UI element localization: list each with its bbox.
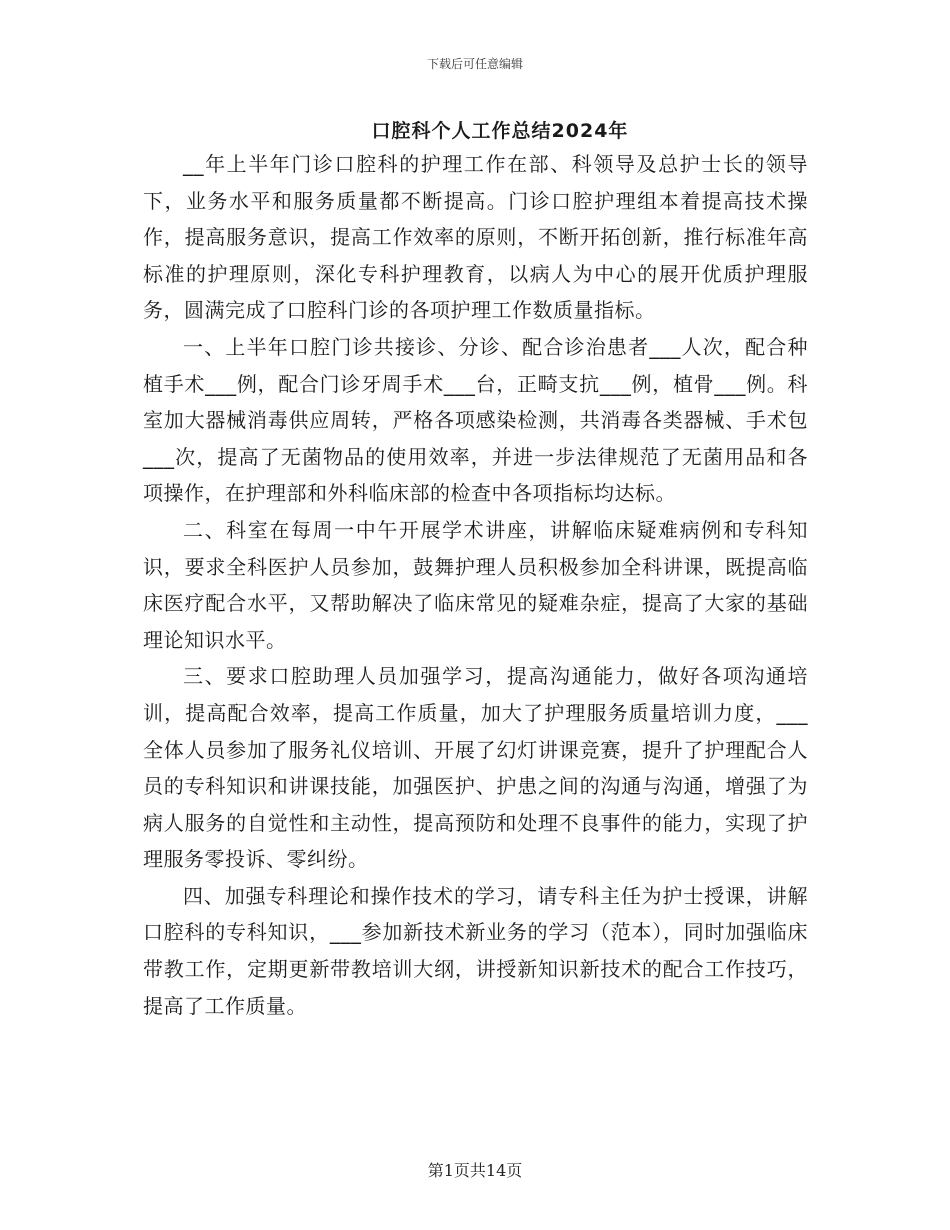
paragraph-section-3: 三、要求口腔助理人员加强学习，提高沟通能力，做好各项沟通培训，提高配合效率，提高工作质量，加大了护理服务质量培训力度，___全体人员参加了服务礼仪培训、开展了幻灯讲课竞赛，提升了护理配合人员的专科知识和讲课技能，加强医护、护患之间的沟通与沟通，增强了为病人服务的自觉性和主动性，提高预防和处理不良事件的能力，实现了护理服务零投诉、零纠纷。	[143, 664, 808, 872]
document-title: 口腔科个人工作总结2024年	[371, 120, 629, 142]
paragraph-intro: __年上半年门诊口腔科的护理工作在部、科领导及总护士长的领导下，业务水平和服务质量都不断提高。门诊口腔护理组本着提高技术操作，提高服务意识，提高工作效率的原则，不断开拓创新，推行标准年高标准的护理原则，深化专科护理教育，以病人为中心的展开优质护理服务，圆满完成了口腔科门诊的各项护理工作数质量指标。	[143, 152, 808, 323]
paragraph-section-1: 一、上半年口腔门诊共接诊、分诊、配合诊治患者___人次，配合种植手术___例，配合门诊牙周手术___台，正畸支抗___例，植骨___例。科室加大器械消毒供应周转，严格各项感染检测，共消毒各类器械、手术包___次，提高了无菌物品的使用效率，并进一步法律规范了无菌用品和各项操作，在护理部和外科临床部的检查中各项指标均达标。	[143, 334, 808, 506]
paragraph-section-4: 四、加强专科理论和操作技术的学习，请专科主任为护士授课，讲解口腔科的专科知识，___参加新技术新业务的学习（范本），同时加强临床带教工作，定期更新带教培训大纲，讲授新知识新技术的配合工作技巧，提高了工作质量。	[143, 883, 808, 1018]
page-number: 第1页共14页	[427, 1161, 523, 1180]
document-body	[143, 146, 808, 1024]
paragraph-section-2: 二、科室在每周一中午开展学术讲座，讲解临床疑难病例和专科知识，要求全科医护人员参加，鼓舞护理人员积极参加全科讲课，既提高临床医疗配合水平，又帮助解决了临床常见的疑难杂症，提高了大家的基础理论知识水平。	[143, 517, 808, 652]
header-note: 下载后可任意编辑	[426, 57, 523, 71]
